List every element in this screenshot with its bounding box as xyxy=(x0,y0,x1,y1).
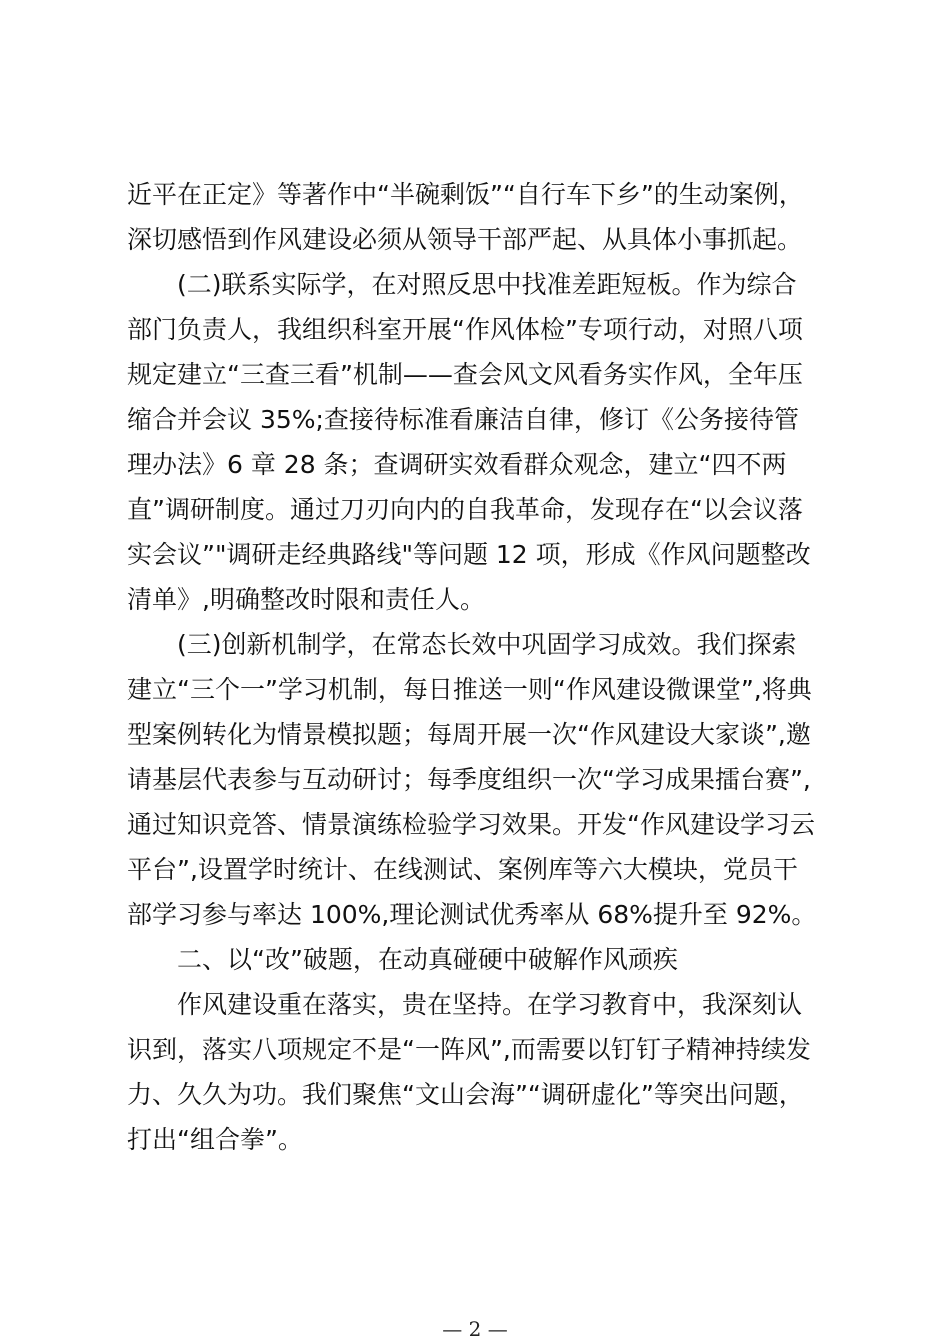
section-heading-2: (二)联系实际学，在对照反思中找准差距短板。作为综合 xyxy=(177,270,797,299)
body-line: 深切感悟到作风建设必须从领导干部严起、从具体小事抓起。 xyxy=(127,225,803,254)
body-line: 部学习参与率达 100%,理论测试优秀率从 68%提升至 92%。 xyxy=(127,900,817,929)
section-heading-3: (三)创新机制学，在常态长效中巩固学习成效。我们探索 xyxy=(177,630,797,659)
body-line: 识到，落实八项规定不是“一阵风”,而需要以钉钉子精神持续发 xyxy=(127,1035,811,1064)
body-line: 部门负责人，我组织科室开展“作风体检”专项行动，对照八项 xyxy=(127,315,803,344)
body-line: 缩合并会议 35%;查接待标准看廉洁自律，修订《公务接待管 xyxy=(127,405,799,434)
body-line: 建立“三个一”学习机制，每日推送一则“作风建设微课堂”,将典 xyxy=(127,675,812,704)
body-line: 打出“组合拳”。 xyxy=(127,1125,303,1154)
body-line: 清单》,明确整改时限和责任人。 xyxy=(127,585,485,614)
body-line: 直”调研制度。通过刀刃向内的自我革命，发现存在“以会议落 xyxy=(127,495,803,524)
body-line: 规定建立“三查三看”机制——查会风文风看务实作风，全年压 xyxy=(127,360,803,389)
body-line: 作风建设重在落实，贵在坚持。在学习教育中，我深刻认 xyxy=(177,990,803,1019)
body-line: 通过知识竞答、情景演练检验学习效果。开发“作风建设学习云 xyxy=(127,810,815,839)
body-line: 型案例转化为情景模拟题；每周开展一次“作风建设大家谈”,邀 xyxy=(127,720,811,749)
body-line: 请基层代表参与互动研讨；每季度组织一次“学习成果擂台赛”, xyxy=(127,765,811,794)
body-line: 力、久久为功。我们聚焦“文山会海”“调研虚化”等突出问题， xyxy=(127,1080,804,1109)
body-line: 平台”,设置学时统计、在线测试、案例库等六大模块，党员干 xyxy=(127,855,798,884)
page-number: — 2 — xyxy=(442,1317,508,1341)
body-line: 理办法》6 章 28 条；查调研实效看群众观念，建立“四不两 xyxy=(127,450,787,479)
chapter-heading: 二、以“改”破题，在动真碰硬中破解作风顽疾 xyxy=(177,945,678,974)
body-line: 近平在正定》等著作中“半碗剩饭”“自行车下乡”的生动案例， xyxy=(127,180,804,209)
body-line: 实会议”"调研走经典路线"等问题 12 项，形成《作风问题整改 xyxy=(127,540,811,569)
